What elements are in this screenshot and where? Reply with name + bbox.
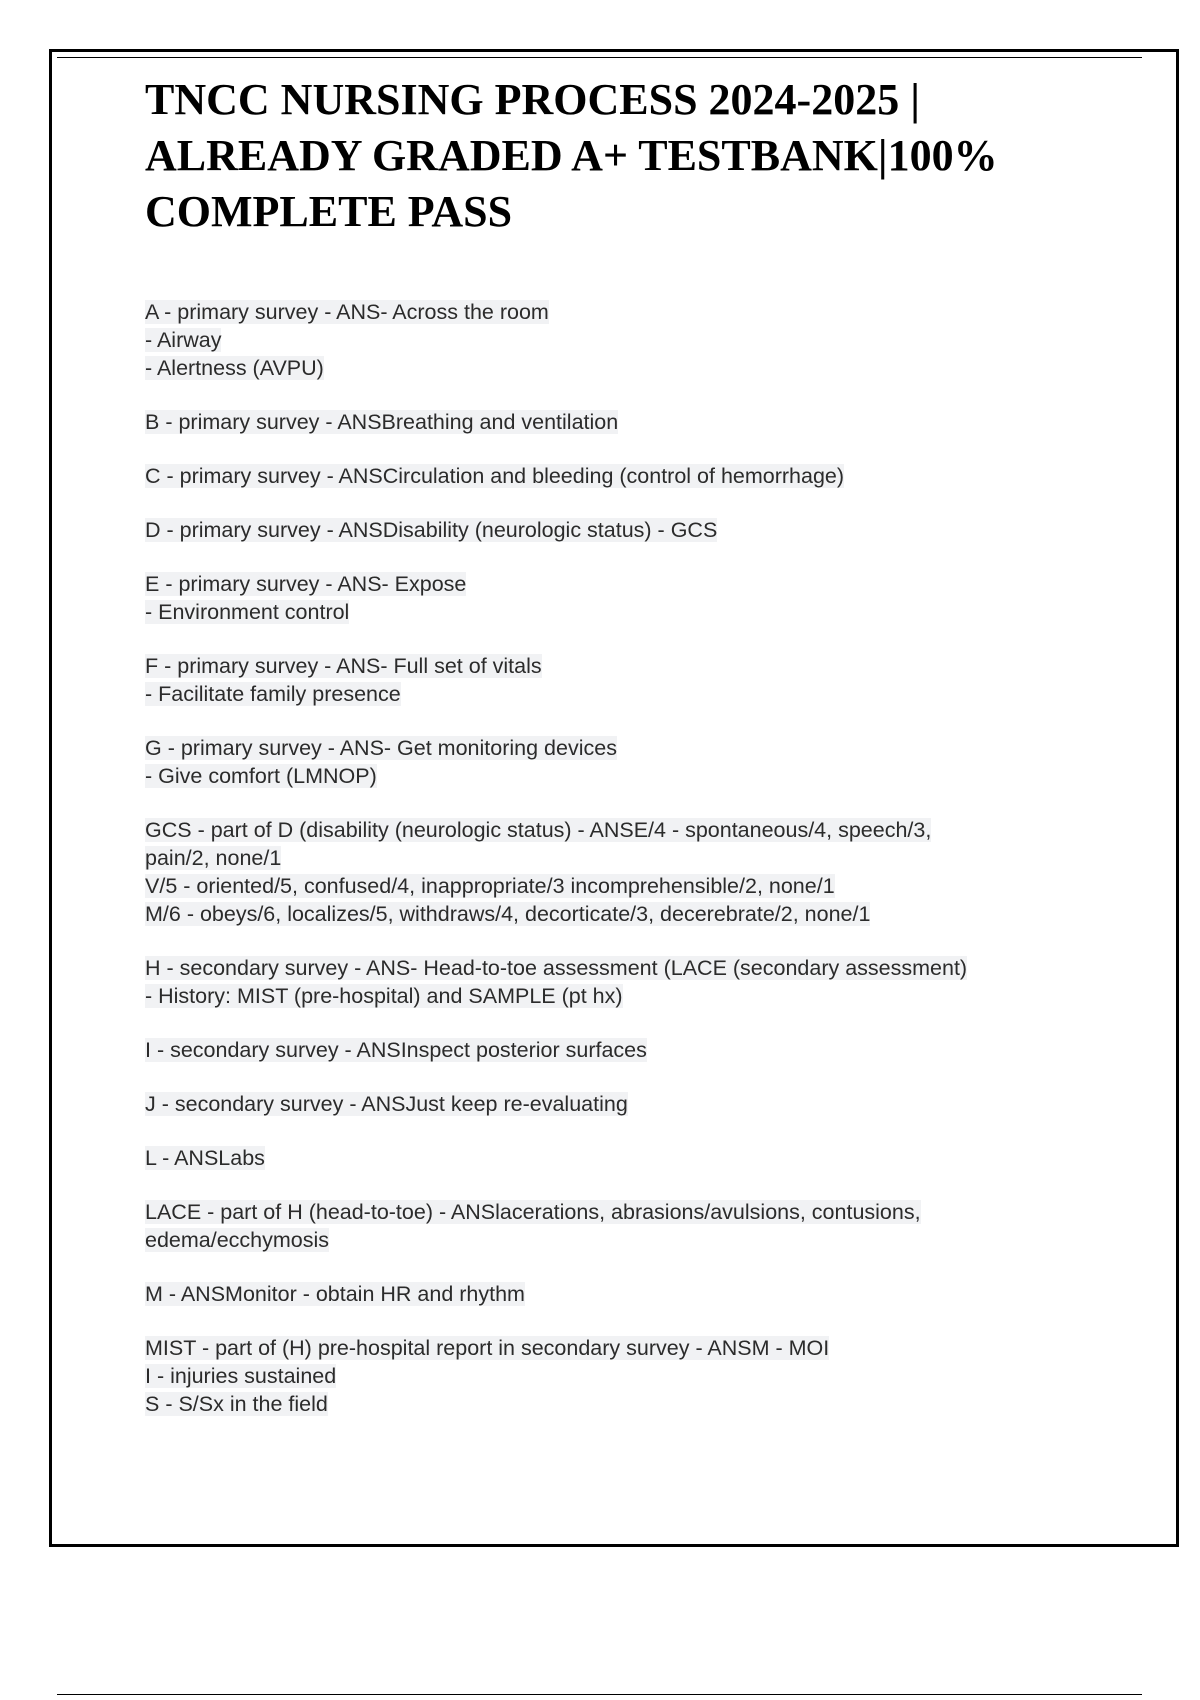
qa-text: H - secondary survey - ANS- Head-to-toe assessment (LACE (secondary assessment) — [145, 956, 968, 980]
qa-line — [145, 1036, 1145, 1064]
qa-text: I - secondary survey - ANSInspect posterior surfaces — [145, 1038, 647, 1062]
qa-text: E - primary survey - ANS- Expose — [145, 572, 467, 596]
qa-line — [145, 1280, 1145, 1308]
title-line: COMPLETE PASS — [145, 187, 513, 236]
qa-item — [145, 1198, 1145, 1254]
qa-line — [145, 516, 1145, 544]
qa-line — [145, 982, 1145, 1010]
document-content — [145, 72, 1145, 1444]
qa-text: MIST - part of (H) pre-hospital report in secondary survey - ANSM - MOI — [145, 1336, 830, 1360]
qa-item — [145, 408, 1145, 436]
frame-top-rule — [57, 57, 1142, 58]
qa-list — [145, 298, 1145, 1418]
qa-text: pain/2, none/1 — [145, 846, 282, 870]
qa-line — [145, 652, 1145, 680]
qa-line — [145, 354, 1145, 382]
qa-text: - Airway — [145, 328, 222, 352]
qa-text: - History: MIST (pre-hospital) and SAMPLE (pt hx) — [145, 984, 623, 1008]
qa-line — [145, 462, 1145, 490]
qa-text: V/5 - oriented/5, confused/4, inappropriate/3 incomprehensible/2, none/1 — [145, 874, 835, 898]
qa-text: G - primary survey - ANS- Get monitoring devices — [145, 736, 617, 760]
qa-text: GCS - part of D (disability (neurologic status) - ANSE/4 - spontaneous/4, speech/3, — [145, 818, 932, 842]
qa-text: D - primary survey - ANSDisability (neurologic status) - GCS — [145, 518, 718, 542]
qa-text: - Environment control — [145, 600, 350, 624]
qa-text: B - primary survey - ANSBreathing and ventilation — [145, 410, 619, 434]
qa-text: - Alertness (AVPU) — [145, 356, 324, 380]
qa-item — [145, 516, 1145, 544]
qa-line — [145, 1226, 1145, 1254]
bottom-rule — [57, 1694, 1142, 1695]
qa-item — [145, 1144, 1145, 1172]
qa-text: F - primary survey - ANS- Full set of vitals — [145, 654, 542, 678]
qa-line — [145, 326, 1145, 354]
qa-item — [145, 734, 1145, 790]
document-title — [145, 72, 1145, 240]
qa-item — [145, 1090, 1145, 1118]
qa-item — [145, 462, 1145, 490]
qa-line — [145, 1334, 1145, 1362]
qa-line — [145, 954, 1145, 982]
qa-line — [145, 816, 1145, 844]
qa-text: A - primary survey - ANS- Across the room — [145, 300, 549, 324]
qa-item — [145, 1036, 1145, 1064]
qa-text: - Facilitate family presence — [145, 682, 401, 706]
qa-item — [145, 954, 1145, 1010]
qa-line — [145, 1144, 1145, 1172]
qa-text: LACE - part of H (head-to-toe) - ANSlacerations, abrasions/avulsions, contusions, — [145, 1200, 921, 1224]
qa-line — [145, 1390, 1145, 1418]
qa-line — [145, 598, 1145, 626]
qa-text: C - primary survey - ANSCirculation and bleeding (control of hemorrhage) — [145, 464, 845, 488]
qa-line — [145, 900, 1145, 928]
qa-text: - Give comfort (LMNOP) — [145, 764, 377, 788]
qa-line — [145, 872, 1145, 900]
qa-text: edema/ecchymosis — [145, 1228, 330, 1252]
title-line: TNCC NURSING PROCESS 2024-2025 | — [145, 75, 920, 124]
qa-text: J - secondary survey - ANSJust keep re-evaluating — [145, 1092, 628, 1116]
qa-line — [145, 734, 1145, 762]
qa-line — [145, 1362, 1145, 1390]
qa-line — [145, 298, 1145, 326]
qa-item — [145, 1280, 1145, 1308]
title-line: ALREADY GRADED A+ TESTBANK|100% — [145, 131, 998, 180]
qa-item — [145, 570, 1145, 626]
qa-item — [145, 298, 1145, 382]
qa-text: S - S/Sx in the field — [145, 1392, 328, 1416]
qa-item — [145, 1334, 1145, 1418]
qa-line — [145, 844, 1145, 872]
qa-item — [145, 652, 1145, 708]
qa-line — [145, 762, 1145, 790]
qa-text: L - ANSLabs — [145, 1146, 265, 1170]
qa-item — [145, 816, 1145, 928]
qa-line — [145, 1198, 1145, 1226]
qa-line — [145, 680, 1145, 708]
qa-text: I - injuries sustained — [145, 1364, 337, 1388]
qa-line — [145, 408, 1145, 436]
qa-line — [145, 1090, 1145, 1118]
qa-text: M - ANSMonitor - obtain HR and rhythm — [145, 1282, 525, 1306]
qa-text: M/6 - obeys/6, localizes/5, withdraws/4, decorticate/3, decerebrate/2, none/1 — [145, 902, 871, 926]
qa-line — [145, 570, 1145, 598]
